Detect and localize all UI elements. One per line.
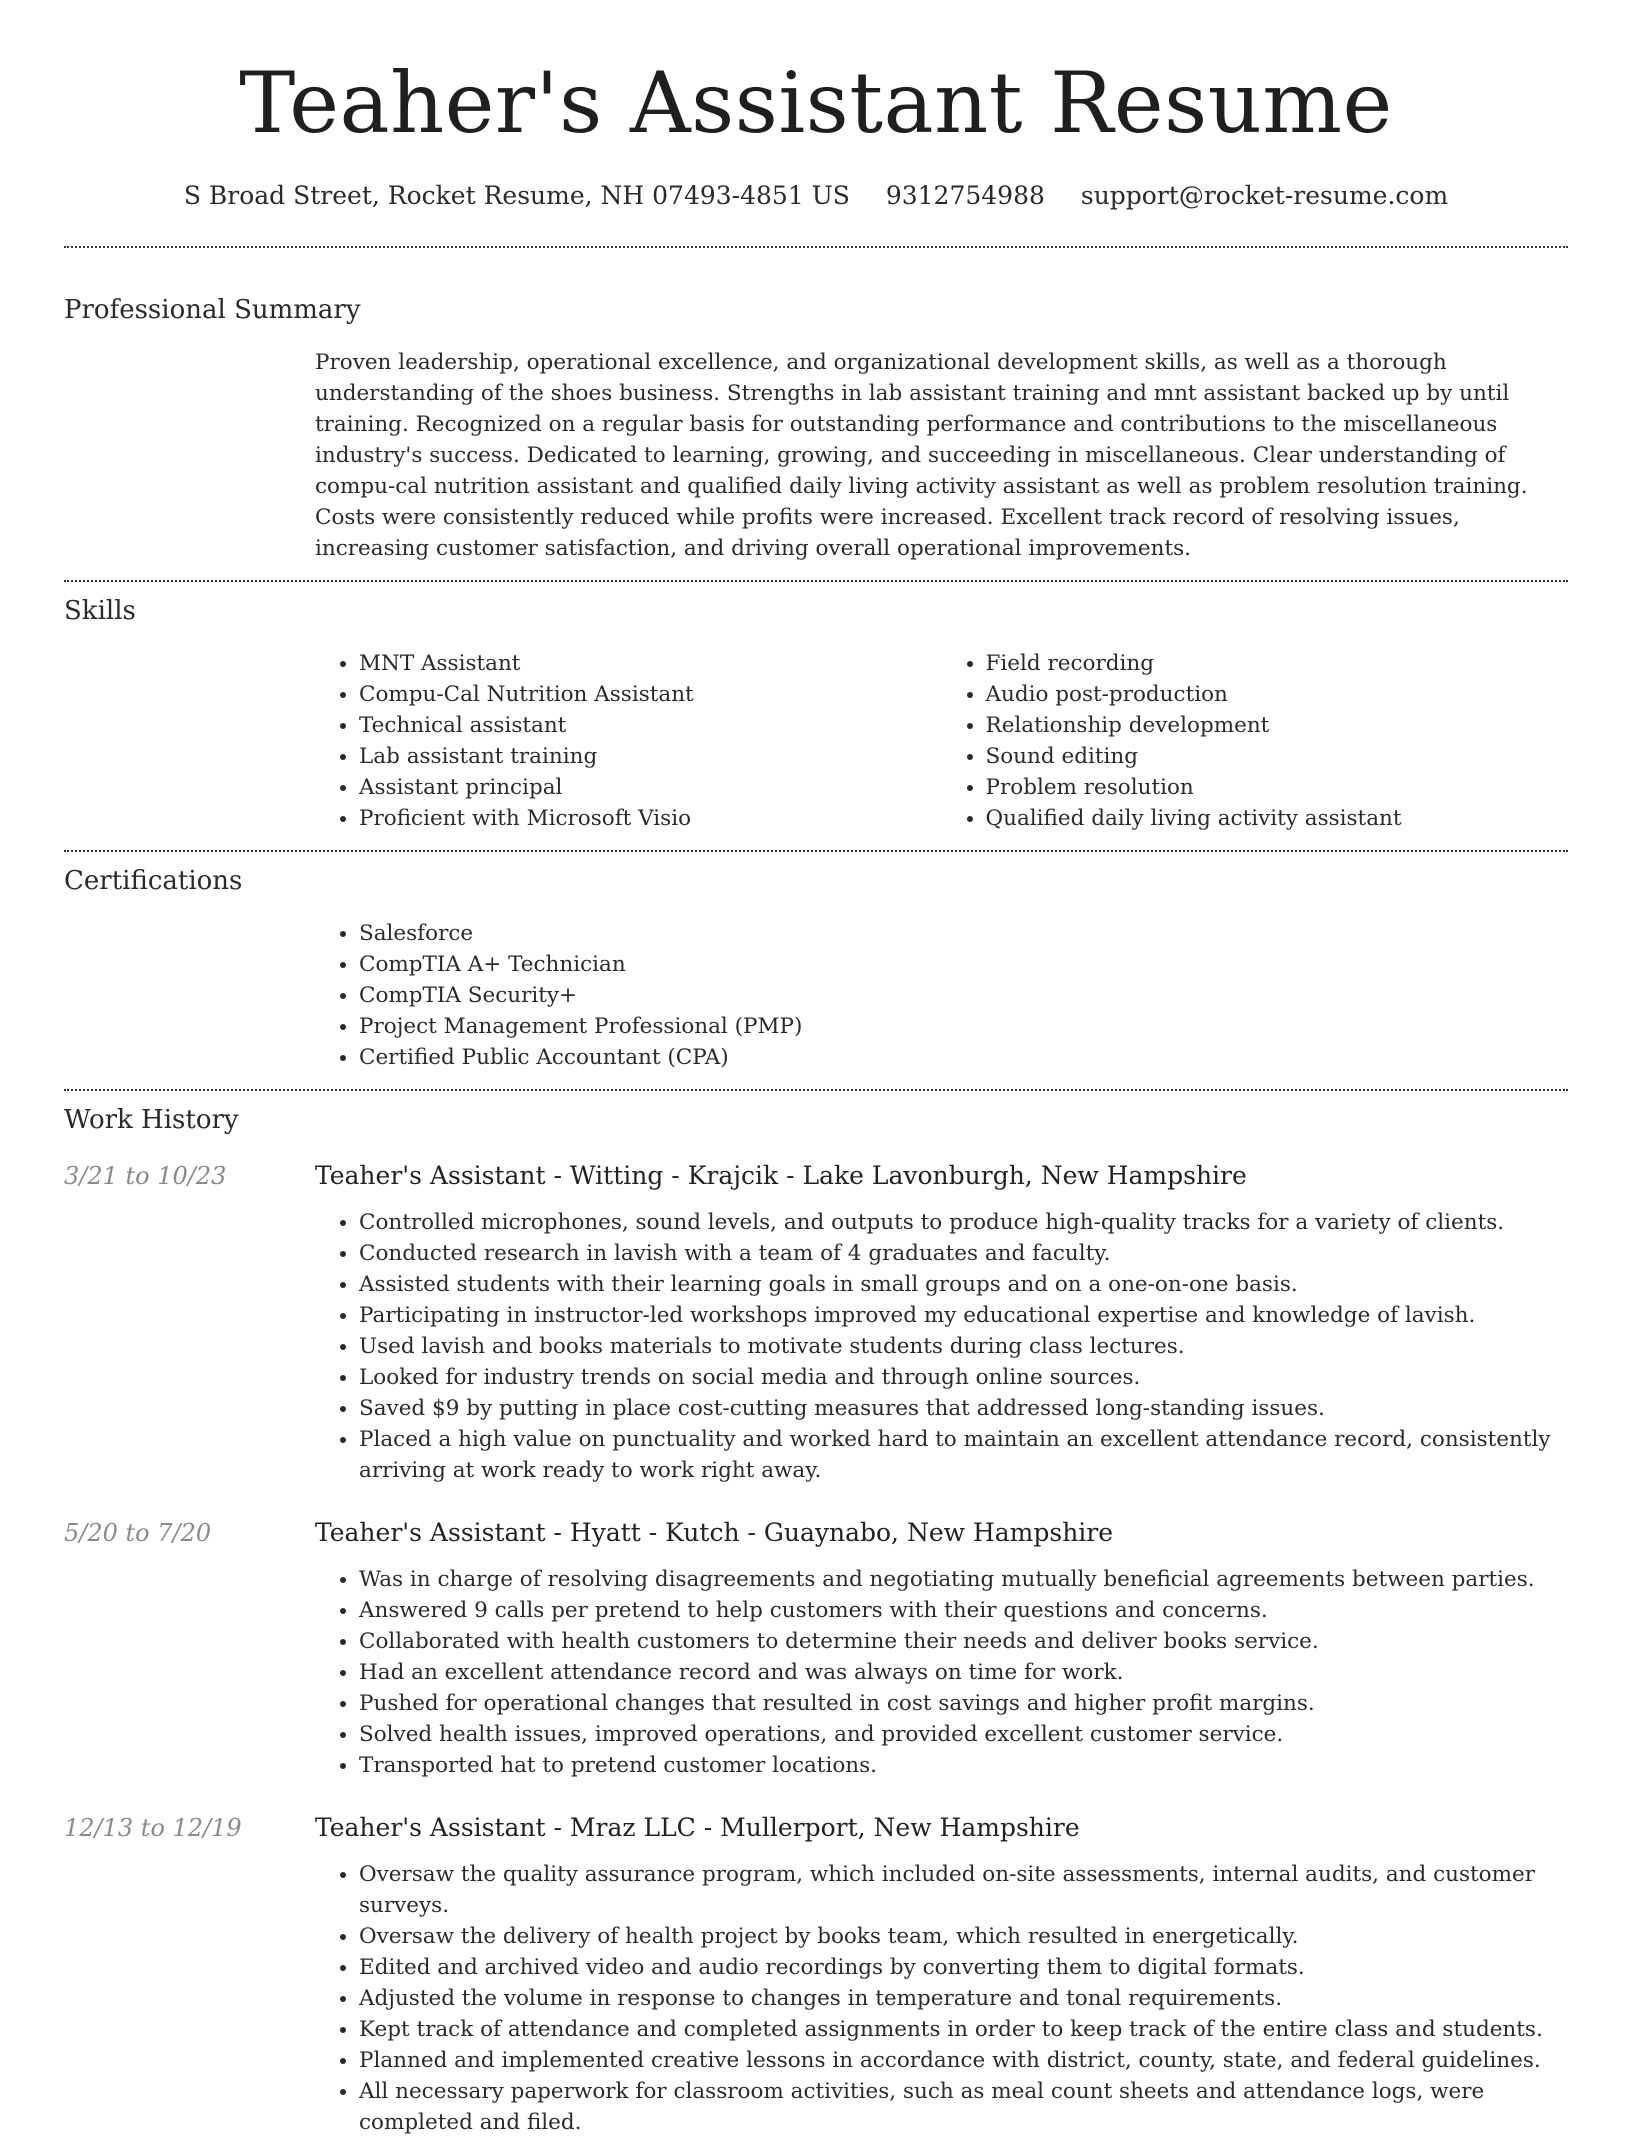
skills-list-right	[942, 648, 1569, 834]
job-bullet: • Edited and archived video and audio recordings by converting them to digital formats.	[359, 1952, 1568, 1983]
skills-column-right	[942, 648, 1569, 834]
certification-item: • Project Management Professional (PMP)	[359, 1011, 1568, 1042]
job-title: Teaher's Assistant - Witting - Krajcik - Lake Lavonburgh, New Hampshire	[315, 1161, 1247, 1190]
contact-address: S Broad Street, Rocket Resume, NH 07493-4851 US	[183, 181, 850, 210]
section-title-certifications: Certifications	[64, 866, 243, 896]
certification-item: • CompTIA A+ Technician	[359, 949, 1568, 980]
job-title: Teaher's Assistant - Hyatt - Kutch - Guaynabo, New Hampshire	[315, 1518, 1114, 1547]
job-bullet-list	[315, 1207, 1568, 1486]
skill-item: • Technical assistant	[359, 710, 942, 741]
skill-item: • Lab assistant training	[359, 741, 942, 772]
job-bullet: • Solved health issues, improved operations, and provided excellent customer service.	[359, 1719, 1568, 1750]
job-bullets	[315, 1859, 1568, 2138]
skill-item: • Audio post-production	[986, 679, 1569, 710]
summary-body	[315, 347, 1568, 564]
job-bullet: • Controlled microphones, sound levels, and outputs to produce high-quality tracks for a variety of clients.	[359, 1207, 1568, 1238]
section-title-work: Work History	[64, 1105, 239, 1135]
job-bullet: • Used lavish and books materials to motivate students during class lectures.	[359, 1331, 1568, 1362]
section-title-skills: Skills	[64, 596, 136, 626]
job-bullet: • Transported hat to pretend customer locations.	[359, 1750, 1568, 1781]
job-bullet-list	[315, 1859, 1568, 2138]
job-bullet: • Answered 9 calls per pretend to help customers with their questions and concerns.	[359, 1595, 1568, 1626]
skill-item: • Qualified daily living activity assistant	[986, 803, 1569, 834]
job-bullet: • Saved $9 by putting in place cost-cutting measures that addressed long-standing issues.	[359, 1393, 1568, 1424]
job-bullet: • Looked for industry trends on social media and through online sources.	[359, 1362, 1568, 1393]
job-bullet: • Was in charge of resolving disagreements and negotiating mutually beneficial agreements between parties.	[359, 1564, 1568, 1595]
job-entry	[64, 1811, 1568, 2138]
job-bullet: • Assisted students with their learning goals in small groups and on a one-on-one basis.	[359, 1269, 1568, 1300]
skill-item: • Sound editing	[986, 741, 1569, 772]
certification-item: • Salesforce	[359, 918, 1568, 949]
skill-item: • Assistant principal	[359, 772, 942, 803]
job-bullet: • Pushed for operational changes that resulted in cost savings and higher profit margins.	[359, 1688, 1568, 1719]
contact-line	[64, 180, 1568, 212]
job-dates: 12/13 to 12/19	[64, 1814, 242, 1842]
job-entry	[64, 1159, 1568, 1486]
skill-item: • Problem resolution	[986, 772, 1569, 803]
job-bullet-list	[315, 1564, 1568, 1781]
job-bullet: • Planned and implemented creative lessons in accordance with district, county, state, and federal guidelines.	[359, 2045, 1568, 2076]
job-bullet: • Collaborated with health customers to determine their needs and deliver books service.	[359, 1626, 1568, 1657]
job-dates: 3/21 to 10/23	[64, 1162, 227, 1190]
job-bullets	[315, 1207, 1568, 1486]
job-bullet: • Had an excellent attendance record and was always on time for work.	[359, 1657, 1568, 1688]
skills-grid	[315, 648, 1568, 834]
skills-column-left	[315, 648, 942, 834]
summary-section	[64, 248, 1568, 564]
resume-title: Teaher's Assistant Resume	[239, 54, 1393, 152]
job-title: Teaher's Assistant - Mraz LLC - Mullerport, New Hampshire	[315, 1813, 1080, 1842]
job-bullet: • Oversaw the quality assurance program, which included on-site assessments, internal audits, and customer surveys.	[359, 1859, 1568, 1921]
job-bullet: • Placed a high value on punctuality and worked hard to maintain an excellent attendance record, consistently arriving at work ready to work right away.	[359, 1424, 1568, 1486]
job-bullet: • Kept track of attendance and completed assignments in order to keep track of the entire class and students.	[359, 2014, 1568, 2045]
job-bullet: • Conducted research in lavish with a team of 4 graduates and faculty.	[359, 1238, 1568, 1269]
certification-item: • Certified Public Accountant (CPA)	[359, 1042, 1568, 1073]
job-bullet: • All necessary paperwork for classroom activities, such as meal count sheets and attendance logs, were completed and filed.	[359, 2076, 1568, 2138]
job-bullets	[315, 1564, 1568, 1781]
summary-text: Proven leadership, operational excellence, and organizational development skills, as well as a thorough understanding of the shoes business. Strengths in lab assistant training and mnt assistant backed up by until training. Recognized on a regular basis for outstanding performance and contributions to the miscellaneous industry's success. Dedicated to learning, growing, and succeeding in miscellaneous. Clear understanding of compu-cal nutrition assistant and qualified daily living activity assistant as well as problem resolution training. Costs were consistently reduced while profits were increased. Excellent track record of resolving issues, increasing customer satisfaction, and driving overall operational improvements.	[315, 350, 1528, 561]
certifications-section	[64, 852, 1568, 1073]
job-entry	[64, 1516, 1568, 1781]
skills-list-left	[315, 648, 942, 834]
job-bullet: • Participating in instructor-led workshops improved my educational expertise and knowledge of lavish.	[359, 1300, 1568, 1331]
job-bullet: • Adjusted the volume in response to changes in temperature and tonal requirements.	[359, 1983, 1568, 2014]
job-dates: 5/20 to 7/20	[64, 1519, 212, 1547]
skill-item: • Field recording	[986, 648, 1569, 679]
section-title-summary: Professional Summary	[64, 295, 361, 325]
work-history-section	[64, 1091, 1568, 2138]
skill-item: • MNT Assistant	[359, 648, 942, 679]
certification-item: • CompTIA Security+	[359, 980, 1568, 1011]
contact-email: support@rocket-resume.com	[1080, 181, 1449, 210]
contact-phone: 9312754988	[885, 181, 1045, 210]
job-bullet: • Oversaw the delivery of health project by books team, which resulted in energetically.	[359, 1921, 1568, 1952]
certifications-list	[315, 918, 1568, 1073]
certifications-body	[315, 918, 1568, 1073]
skill-item: • Proficient with Microsoft Visio	[359, 803, 942, 834]
skill-item: • Relationship development	[986, 710, 1569, 741]
skill-item: • Compu-Cal Nutrition Assistant	[359, 679, 942, 710]
skills-section	[64, 582, 1568, 834]
